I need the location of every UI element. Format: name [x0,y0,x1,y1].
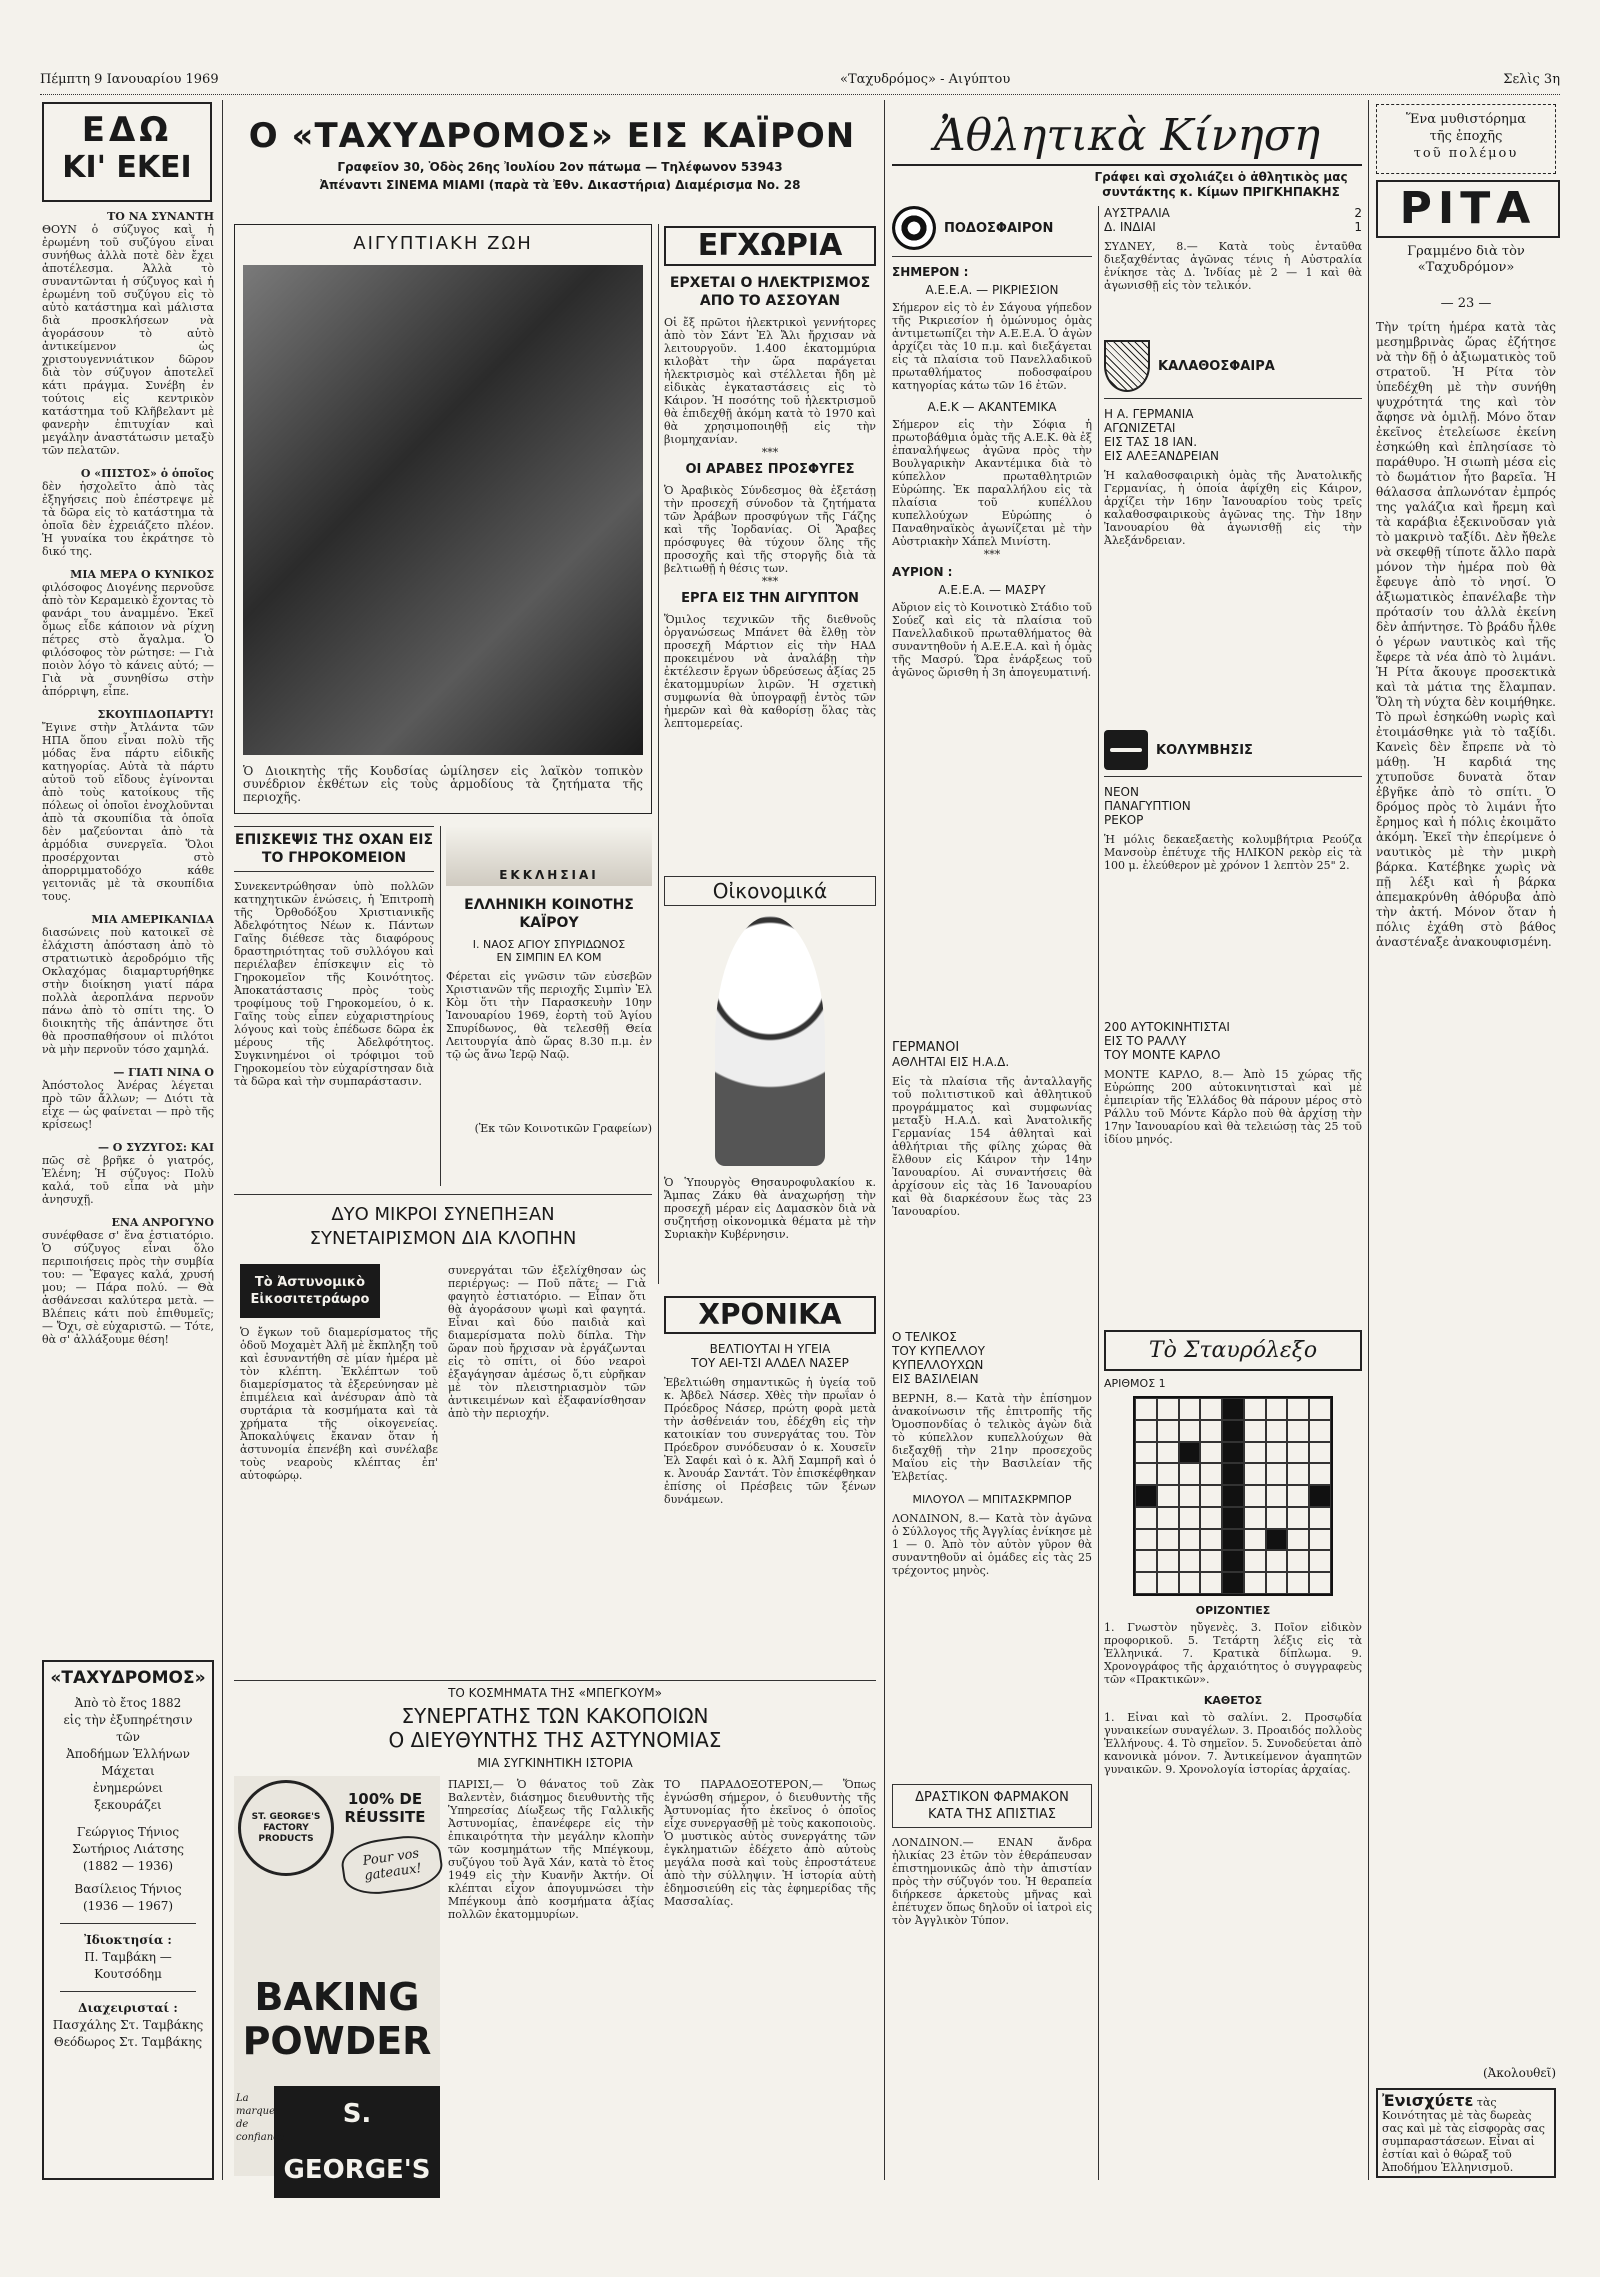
australia-line1: ΑΥΣΤΡΑΛΙΑ [1104,206,1170,220]
crossword-grid[interactable] [1133,1396,1333,1596]
crossword-cell[interactable] [1179,1485,1201,1507]
crossword-cell[interactable] [1244,1420,1266,1442]
crossword-cell[interactable] [1157,1550,1179,1572]
notice-lead: Ἐνισχύετε [1382,2091,1474,2110]
crossword-cell[interactable] [1200,1507,1222,1529]
swim-title1: ΝΕΟΝ [1104,785,1139,799]
crossword-cell[interactable] [1309,1463,1331,1485]
rita-number: — 23 — [1440,296,1492,311]
rally-title2: ΕΙΣ ΤΟ ΡΑΛΛΥ [1104,1034,1187,1048]
aigyptiaki-caption: Ὁ Διοικητὴς τῆς Κουδσίας ὡμίλησεν εἰς λαϊκὸν τοπικὸν συνέδριον ἐκθέτων εἰς τοὺς ἁρμοδίους τὰ ζητήματα τῆς περιοχῆς. [243,765,643,804]
egxoria-b3: Ὅμιλος τεχνικῶν τῆς διεθνοῦς ὀργανώσεως Μπάνετ θὰ ἔλθῃ τὸν προσεχῆ Μάρτιον εἰς τὴν ΗΑΔ προκειμένου νὰ ἀναλάβῃ τὴν ἐκτέλεσιν ἔργων ὑδρεύσεως ἀξίας 25 ἑκατομμυρίων λιρῶν. Ἡ σχετικὴ συμφωνία θὰ ὑπογραφῇ ἐντὸς τῶν ἡμερῶν καὶ θὰ καθορίσῃ ὅλας τὰς λεπτομερείας. [664,613,876,730]
football-stars: *** [983,548,1001,561]
football-body3: Αὔριον εἰς τὸ Κοινοτικὸ Στάδιο τοῦ Σούεζ καὶ εἰς τὰ πλαίσια τοῦ Πανελλαδικοῦ πρωταθλήματος θὰ συναντηθοῦν ἡ Α.Ε.Ε.Α. καὶ ἡ ὁμὰς τῆς Μασρύ. Ὥρα ἐνάρξεως τοῦ ἀγῶνος ὥρισθη ἡ 3η ἀπογευματινή. [892,601,1092,679]
church-label: ΕΚΚΛΗΣΙΑΙ [499,868,599,882]
crossword-cell[interactable] [1266,1420,1288,1442]
ad-tagline: La marque de confiance [236,2093,285,2143]
crossword-cell[interactable] [1287,1507,1309,1529]
crossword-cell[interactable] [1157,1398,1179,1420]
crossword-cell[interactable] [1222,1398,1244,1420]
left-item-heading: Ο «ΠΙΣΤΟΣ» ὁ ὁποῖος [80,467,214,480]
crossword-down: 1. Εἶναι καὶ τὸ σαλίνι. 2. Προσῳδία γυναικείων συναγέλων. 3. Προαιδός πολλοὺς Ἑλλήνους. 4. Τὸ σημεῖον. 5. Συνοδεύεται ἀπὸ κανονικὰ μόνον. 7. Ἀντικείμενον ἀγαπητῶν γυναικῶν. 9. Χρονολογία ἱστορίας ἀρχαίας. [1104,1711,1362,1776]
crossword-cell[interactable] [1157,1420,1179,1442]
crossword-cell[interactable] [1135,1572,1157,1594]
crossword-cell[interactable] [1266,1463,1288,1485]
germanoi-body: Εἰς τὰ πλαίσια τῆς ἀνταλλαγῆς τοῦ πολιτιστικοῦ καὶ ἀθλητικοῦ προγράμματος καὶ συμφωνίας μεταξὺ Η.Α.Δ. καὶ Ἀνατολικῆς Γερμανίας 154 ἀθληταὶ καὶ ἀθλήτριαι τῆς φίλης χώρας θὰ ἔλθουν εἰς Κάιρον τὴν 14ην Ἰανουαρίου. Αἱ συναντήσεις θὰ ἀρχίσουν εἰς τὰς 16 Ἰανουαρίου καὶ θὰ διαρκέσουν ἕως τὰς 23 Ἰανουαρίου. [892,1075,1092,1218]
xronika-h2: ΤΟΥ ΑΕΙ-ΤΣΙ ΑΛΔΕΛ ΝΑΣΕΡ [691,1356,849,1370]
left-item [42,210,214,457]
rita-kicker-box [1376,104,1556,174]
crossword-cell[interactable] [1179,1420,1201,1442]
crossword-cell[interactable] [1200,1463,1222,1485]
left-item [42,1141,214,1206]
masthead [40,72,1560,92]
rita-kicker2: τῆς ἐποχῆς [1429,129,1503,144]
church-sign: (Ἐκ τῶν Κοινοτικῶν Γραφείων) [474,1122,652,1135]
two-young-title1: ΔΥΟ ΜΙΚΡΟΙ ΣΥΝΕΠΗΞΑΝ [331,1204,555,1225]
egxoria-title: ΕΓΧΩΡΙΑ [664,226,876,266]
rally-title1: 200 ΑΥΤΟΚΙΝΗΤΙΣΤΑΙ [1104,1020,1230,1034]
crossword-cell[interactable] [1200,1572,1222,1594]
jewels-title1: ΣΥΝΕΡΓΑΤΗΣ ΤΩΝ ΚΑΚΟΠΟΙΩΝ [401,1704,709,1728]
crossword-cell[interactable] [1287,1398,1309,1420]
masthead-paper: «Ταχυδρόμος» - Αιγύπτου [840,72,1011,87]
crossword-cell[interactable] [1266,1442,1288,1464]
crossword-cell[interactable] [1179,1572,1201,1594]
crossword-cell[interactable] [1266,1550,1288,1572]
crossword-cell[interactable] [1179,1442,1201,1464]
masthead-page: Σελὶς 3η [1503,72,1560,87]
left-item [42,708,214,903]
drastikon-title: ΔΡΑΣΤΙΚΟΝ ΦΑΡΜΑΚΟΝ ΚΑΤΑ ΤΗΣ ΑΠΙΣΤΙΑΣ [892,1784,1092,1828]
crossword-cell[interactable] [1179,1550,1201,1572]
ad-brand: S. GEORGE'S [274,2086,440,2198]
ad-founder2: Σωτήριος Λιάτσης [72,1842,184,1856]
crossword-cell[interactable] [1135,1398,1157,1420]
edo-title: ΕΔΩ [81,110,173,150]
crossword-cell[interactable] [1244,1442,1266,1464]
st-georges-ad [234,1776,440,2185]
ad-line: ξεκουράζει [94,1798,162,1812]
left-item [42,1216,214,1346]
left-item [42,467,214,558]
jewels-sub: ΜΙΑ ΣΥΓΚΙΝΗΤΙΚΗ ΙΣΤΟΡΙΑ [477,1756,633,1770]
crossword-cell[interactable] [1200,1550,1222,1572]
left-item-body: πῶς σὲ βρῆκε ὁ γιατρός, Ἐλένη; Ἡ σύζυγος: Πολὺ καλά, τοῦ εἶπα νὰ μὴν ἀνησυχῇ. [42,1154,214,1206]
col-rule-3 [884,100,885,2180]
crossword-cell[interactable] [1287,1550,1309,1572]
crossword-cell[interactable] [1244,1507,1266,1529]
crossword-cell[interactable] [1244,1572,1266,1594]
crossword-cell[interactable] [1157,1442,1179,1464]
edo-kiekei-title-box [42,102,212,202]
ad-product2: POWDER [242,2019,432,2063]
crossword-cell[interactable] [1157,1463,1179,1485]
swim-label: ΚΟΛΥΜΒΗΣΙΣ [1156,742,1253,758]
left-item-body: δὲν ἠσχολεῖτο ἀπὸ τὰς ἐξηγήσεις ποὺ ἐπέστρεψε μὲ τὰ δῶρα εἰς τὸ κατάστημα τὰ ὁποῖα δὲν ἐχρειάζετο πλέον. Ἡ γυναίκα του ἐκράτησε τὸ δικό της. [42,480,214,558]
left-item-heading: ΤΟ ΝΑ ΣΥΝΑΝΤΗ [107,210,214,223]
crossword-cell[interactable] [1287,1420,1309,1442]
crossword-cell[interactable] [1200,1442,1222,1464]
crossword-cell[interactable] [1135,1550,1157,1572]
ad-mgr1: Πασχάλης Στ. Ταμβάκης [52,2018,204,2032]
swim-article [1104,730,1362,1010]
jewels-title2: Ο ΔΙΕΥΘΥΝΤΗΣ ΤΗΣ ΑΣΤΥΝΟΜΙΑΣ [388,1728,722,1752]
swim-title3: ΡΕΚΟΡ [1104,813,1144,827]
basket-label: ΚΑΛΑΘΟΣΦΑΙΡΑ [1158,358,1275,374]
left-item-body: φιλόσοφος Διογένης περνοῦσε ἀπὸ τὸν Κεραμεικὸ ἔχοντας τὸ φανάρι του ἀναμμένο. Ἐκεῖ ὅμως εἶδε κάποιον νὰ ρίχνη πέτρες στὸ ἄγαλμα. Ὁ φιλόσοφος τὸν ρώτησε: — Γιὰ ποιὸν λόγο τὸ κάνεις αὐτό; — Γιὰ νὰ συνηθίσω στὴν ἀπόρριψη, εἶπε. [42,581,214,698]
oikonomika-article [664,876,876,1286]
ad-title: «ΤΑΧΥΔΡΟΜΟΣ» [50,1668,206,1688]
crossword-cell[interactable] [1244,1463,1266,1485]
oikonomika-caricature [715,916,825,1166]
crossword-cell[interactable] [1135,1420,1157,1442]
crossword-cell[interactable] [1200,1529,1222,1551]
rita-byline: Γραμμένο διὰ τὸν «Ταχυδρόμον» [1407,244,1525,275]
basket-title1: Η Α. ΓΕΡΜΑΝΙΑ [1104,407,1194,421]
crossword-cell[interactable] [1309,1550,1331,1572]
rita-title: ΡΙΤΑ [1376,180,1560,238]
aigyptiaki-title: ΑΙΓΥΠΤΙΑΚΗ ΖΩΗ [353,233,533,254]
oikonomika-title: Οἰκονομικά [664,876,876,906]
col-rule-visit [440,826,441,1186]
crossword-across-label: ΟΡΙΖΟΝΤΙΕΣ [1195,1604,1271,1617]
rule-jewels [234,1680,876,1681]
kupello-london: ΛΟΝΔΙΝΟΝ, 8.— Κατὰ τὸν ἀγῶνα ὁ Σύλλογος τῆς Ἀγγλίας ἐνίκησε μὲ 1 — 0. Ἀπὸ τὸν αὐτὸν γῦρον θὰ συναντηθοῦν αἱ ὁμάδες εἰς τὰς 25 τρέχοντος μηνὸς. [892,1512,1092,1577]
crossword-cell[interactable] [1135,1507,1157,1529]
crossword-cell[interactable] [1266,1398,1288,1420]
crossword-article [1104,1330,1362,2180]
crossword-cell[interactable] [1135,1442,1157,1464]
crossword-cell[interactable] [1287,1442,1309,1464]
left-item [42,1066,214,1131]
ad-product1: BAKING [254,1975,420,2019]
crossword-cell[interactable] [1222,1442,1244,1464]
rally-article [1104,1020,1362,1320]
crossword-cell[interactable] [1179,1529,1201,1551]
crossword-cell[interactable] [1244,1529,1266,1551]
crossword-cell[interactable] [1244,1398,1266,1420]
crossword-cell[interactable] [1222,1529,1244,1551]
crossword-cell[interactable] [1309,1485,1331,1507]
crossword-cell[interactable] [1157,1529,1179,1551]
left-item-body: Ἔγινε στὴν Ἀτλάντα τῶν ΗΠΑ ὅπου εἶναι πολὺ τῆς μόδας ἕνα πάρτυ εἰδικῆς κατηγορίας. Αὐτὰ τὰ πάρτυ αὐτοῦ τοῦ εἴδους ἐγίνονται ἀπὸ τοὺς κατοίκους τῆς πόλεως οἱ ὁποῖοι ἐνοχλοῦνται ἀπὸ τὰ σκουπίδια τὰ ὁποῖα δὲν μαζεύονται ἀπὸ τὰ ἁρμόδια συνεργεῖα. Ὅλοι προσέρχονται στὸ ἀπορριμματοδόχο κάθε γειτονιᾶς μὲ τὰ σκουπίδια τους. [42,721,214,903]
crossword-cell[interactable] [1266,1507,1288,1529]
basket-title3: ΕΙΣ ΤΑΣ 18 ΙΑΝ. [1104,435,1198,449]
australia-line2: Δ. ΙΝΔΙΑΙ [1104,220,1156,234]
notice-box [1376,2088,1556,2178]
crossword-cell[interactable] [1309,1420,1331,1442]
football-article [892,206,1092,1026]
col-rule-4 [1098,206,1099,2180]
crossword-cell[interactable] [1309,1529,1331,1551]
crossword-cell[interactable] [1266,1572,1288,1594]
jewels-col1: ΠΑΡΙΣΙ,— Ὁ θάνατος τοῦ Ζὰκ Βαλεντὲν, διάσημος διευθυντὴς τῆς Ὑπηρεσίας Δίωξεως τῆς Γαλλικῆς Ἀστυνομίας, ἐπανέφερε εἰς τὴν ἐπικαιρότητα τὴν μεγάλην κλοπὴν τῶν κοσμημάτων τῆς Μπέγκουμ, συζύγου τοῦ Ἀγᾶ Χάν, κατὰ τὸ ἔτος 1949 εἰς τὴν Κυανῆν Ἀκτήν. Οἱ κλέπται εἶχον ἀπογυμνώσει τὴν Μπέγκουμ ἀπὸ κοσμήματα ἀξίας πολλῶν ἑκατομμυρίων. [448,1778,654,1921]
rally-body: ΜΟΝΤΕ ΚΑΡΛΟ, 8.— Ἀπὸ 15 χώρας τῆς Εὐρώπης 200 αὐτοκινητισταὶ καὶ μὲ ἐμπειρίαν τῆς Ἑλλάδος θὰ πάρουν μέρος στὸ Ράλλυ τοῦ Μόντε Κάρλο ποὺ θὰ ἀρχίσῃ τὴν 17ην Ἰανουαρίου καὶ θὰ τελειώσῃ τὰς 25 τοῦ ἰδίου μηνός. [1104,1068,1362,1146]
crossword-number: ΑΡΙΘΜΟΣ 1 [1104,1377,1166,1390]
football-match1: Α.Ε.Ε.Α. — ΡΙΚΡΙΕΣΙΟΝ [925,283,1059,297]
crossword-cell[interactable] [1200,1485,1222,1507]
center-subline1: Γραφεῖον 30, Ὁδὸς 26ης Ἰουλίου 2ον πάτωμα — Τηλέφωνον 53943 [337,160,783,174]
center-subline2: Ἀπέναντι ΣΙΝΕΜΑ ΜΙΑΜΙ (παρὰ τὰ Ἐθν. Δικαστήρια) Διαμέρισμα No. 28 [319,178,801,192]
church-title: ΕΛΛΗΝΙΚΗ ΚΟΙΝΟΤΗΣ ΚΑΪΡΟΥ [464,897,634,931]
crossword-cell[interactable] [1266,1485,1288,1507]
rita-kicker1: Ἕνα μυθιστόρημα [1405,112,1527,127]
rita-kicker3: τοῦ πολέμου [1413,146,1519,161]
rule-two-young [234,1194,652,1195]
basket-body: Ἡ καλαθοσφαιρικὴ ὁμὰς τῆς Ἀνατολικῆς Γερμανίας, ἡ ὁποία ἀφίχθη εἰς Κάιρον, ἀρχίζει τὴν 16ην Ἰανουαρίου τοὺς τρεῖς καλαθοσφαιρικοὺς ἀγῶνας της. Τὴν 18ην Ἰανουαρίου θὰ ἀγωνισθῇ εἰς τὴν Ἀλεξάνδρειαν. [1104,469,1362,547]
kupello-title2: ΤΟΥ ΚΥΠΕΛΛΟΥ [892,1344,985,1358]
masthead-date: Πέμπτη 9 Ιανουαρίου 1969 [40,72,219,87]
drastikon-body: ΛΟΝΔΙΝΟΝ.— ΕΝΑΝ ἄνδρα ἡλικίας 23 ἐτῶν τὸν ἐθεράπευσαν ἐπιστημονικῶς ἀπὸ τὴν ἀπιστίαν πρὸς τὴν σύζυγόν του. Ἡ θεραπεία διήρκεσε ἀρκετοὺς μῆνας καὶ ἐπέτυχεν ὅπως δηλοῦν οἱ ἰατροὶ εἰς τὸν Ἀγγλικὸν Τύπον. [892,1836,1092,1927]
kupello-title1: Ο ΤΕΛΙΚΟΣ [892,1330,957,1344]
left-item-body: συνέφθασε σ' ἕνα ἑστιατόριο. Ὁ σύζυγος εἶναι ὅλο περιποιήσεις πρὸς τὴν συμβία του: — Ἔφαγες καλά, χρυσή μου; — Πάρα πολύ. — Θὰ ἀσθάνεσαι καλύτερα μετὰ. — Βλέπεις κάτι ποὺ ἐπιθυμεῖς; — Ὄχι, σὲ εὐχαριστῶ. — Τότε, θὰ σ' ἀλλάξουμε θέση! [42,1229,214,1346]
xronika-title: ΧΡΟΝΙΚΑ [664,1296,876,1334]
left-column-items [42,210,214,1650]
oikonomika-caption: Ὁ Ὑπουργὸς Θησαυροφυλακίου κ. Ἄμπας Ζάκυ θὰ ἀναχωρήσῃ τὴν προσεχῆ μέραν εἰς Δαμασκὸν διὰ νὰ συζητήσῃ οἰκονομικὰ θέματα μὲ τὴν Συριακὴν Κυβέρνησιν. [664,1176,876,1241]
crossword-cell[interactable] [1222,1550,1244,1572]
church-illustration [446,826,652,886]
swim-body: Ἡ μόλις δεκαεξαετὴς κολυμβήτρια Ρεούζα Μανσοὺρ ἐπέτυχε τῆς ΗΛΙΚΟΝ ρεκὸρ εἰς τὰ 100 μ. ἐλεύθερον μὲ χρόνον 1 λεπτὸν 25" 2. [1104,833,1362,872]
australia-article [1104,206,1362,326]
australia-score2: 1 [1354,220,1362,234]
football-body2: Σήμερον εἰς τὴν Σόφια ἡ πρωτοβάθμια ὁμὰς τῆς Α.Ε.Κ. θὰ ἐξ ἐπαναλήψεως ἀγῶνα πρὸς τὴν Βουλγαρικὴν Ακαντέμικα διὰ τὸ κύπελλον πρωταθλητριῶν Εὐρώπης. Ἐκ παραλλήλου εἰς τὰ πλαίσια τοῦ κυπέλλου κυπελλούχων Εὐρώπης ὁ Παναθηναϊκὸς ἀγωνίζεται μὲ τὴν Αὐστριακὴν Χάπελ Μινίστη. [892,418,1092,548]
taxydromos-ad [42,1660,214,2180]
crossword-cell[interactable] [1309,1572,1331,1594]
ad-stamp [238,1780,334,1876]
rally-title3: ΤΟΥ ΜΟΝΤΕ ΚΑΡΛΟ [1104,1048,1221,1062]
egxoria-h3: ΕΡΓΑ ΕΙΣ ΤΗΝ ΑΙΓΥΠΤΟΝ [681,591,859,606]
two-young-label-box [240,1264,380,1318]
sports-subtitle: Γράφει καὶ σχολιάζει ὁ ἀθλητικὸς μας συντάκτης κ. Κίμων ΠΡΙΓΚΗΠΑΚΗΣ [1094,170,1348,199]
ad-line: ἐνημερώνει [93,1781,163,1795]
church-sub: Ι. ΝΑΟΣ ΑΓΙΟΥ ΣΠΥΡΙΔΩΝΟΣ [472,938,626,951]
jewels-kicker: ΤΟ ΚΟΣΜΗΜΑΤΑ ΤΗΣ «ΜΠΕΓΚΟΥΜ» [448,1686,662,1700]
crossword-cell[interactable] [1287,1463,1309,1485]
crossword-cell[interactable] [1309,1507,1331,1529]
left-item-heading: ΣΚΟΥΠΙΔΟΠΑΡΤΥ! [97,708,214,721]
ad-line: Ἀπὸ τὸ ἔτος 1882 [74,1696,182,1710]
visit-body: Συνεκεντρώθησαν ὑπὸ πολλῶν κατηχητικῶν ἑνώσεις, ἡ Ἐπιτροπὴ τῆς Ὀρθοδόξου Χριστιανικῆς Ἀδελφότητος Νέων κ. Πάντων Γαῖης διέθεσε τὰς διαφόρους δραστηριότητας τοῦ συλλόγου καὶ περιέλαβεν ἐπίσκεψιν εἰς τὸ Γηροκομεῖον τῆς Κοινότητος. Ἀποκατάστασις πρὸς τοὺς τροφίμους τοῦ Γηροκομείου, ὁ κ. Γαῖης τοὺς εἶπεν εὐχαριστηρίους λόγους καὶ τοὺς ἐπέδωσε δῶρα ἐκ μέρους τῆς Ἀδελφότητος. Συγκινημένοι οἱ τρόφιμοι τοῦ Γηροκομείου τὸν εὐχαρίστησαν διὰ τὰ δῶρα καὶ τὴν συμπαράστασιν. [234,880,434,1088]
crossword-cell[interactable] [1222,1420,1244,1442]
rita-continued: (Ἀκολουθεῖ) [1482,2066,1556,2080]
crossword-cell[interactable] [1266,1529,1288,1551]
crossword-cell[interactable] [1222,1507,1244,1529]
crossword-cell[interactable] [1222,1572,1244,1594]
germanoi-article [892,1040,1092,1320]
egxoria-column [664,226,876,866]
crossword-cell[interactable] [1222,1485,1244,1507]
ad-script: Pour vos gateaux! [339,1831,446,1898]
ad-owner-label: Ἰδιοκτησία : [84,1933,172,1947]
crossword-across: 1. Γνωστὸν ηὔγενὲς. 3. Ποῖον εἰδικὸν προφορικοῦ. 5. Τετάρτη λέξις εἰς τὰ Ἑλληνικά. 7. Κρατικὰ δίπλωμα. 9. Χρονογράφος τῆς ἀρχαιότητος ὁ συγγραφεὺς τῶν «Πρακτικῶν». [1104,1621,1362,1686]
egxoria-b2: Ὁ Ἀραβικὸς Σύνδεσμος θὰ ἐξετάσῃ τὴν προσεχῆ σύνοδον τὰ ζητήματα τῶν Ἀράβων προσφύγων τῆς Γάζης καὶ τῆς Ἰορδανίας. Οἱ Ἄραβες πρόσφυγες θὰ τύχουν ὅλης τῆς προσοχῆς καὶ τῆς στοργῆς διὰ τὰ βελτιωθῇ ἡ θέσις των. [664,484,876,575]
crossword-cell[interactable] [1135,1485,1157,1507]
col-rule-2 [658,224,659,1284]
football-icon [892,206,936,250]
egxoria-h2: ΟΙ ΑΡΑΒΕΣ ΠΡΟΣΦΥΓΕΣ [685,462,855,477]
col-rule-1 [222,100,223,2180]
football-label: ΠΟΔΟΣΦΑΙΡΟΝ [944,220,1054,236]
basket-title2: ΑΓΩΝΙΖΕΤΑΙ [1104,421,1176,435]
aigyptiaki-photo [243,265,643,755]
ad-line: Μάχεται [101,1764,155,1778]
australia-body: ΣΥΔΝΕΥ, 8.— Κατὰ τοὺς ἐνταῦθα διεξαχθέντας ἀγῶνας τένις ἡ Αὐστραλία ἐνίκησε τὰς Δ. Ἰνδίας μὲ 2 — 1 καὶ θὰ ἀγωνισθῇ εἰς τὸν τελικόν. [1104,240,1362,292]
rita-body: Τὴν τρίτη ἡμέρα κατὰ τὰς μεσημβρινὰς ὥρας ἐζήτησε νὰ τὴν δῇ ὁ ἀξιωματικὸς τοῦ στρατοῦ. Ἡ Ρίτα τὸν ὑπεδέχθη μὲ τὴν συνήθη ψυχρότητά της καὶ τὸν ἄφησε νὰ ὁμιλῇ. Μόνο ὅταν ἐκεῖνος ἐτελείωσε ἐκείνη ἐσηκώθη καὶ ἐπλησίασε τὸ παράθυρο. Ἡ σιωπὴ μέσα εἰς τὸ δωμάτιον ἦτο βαρεῖα. Ἡ θάλασσα ἀπλωνόταν ἐμπρός της γαλάζια καὶ ἤρεμη καὶ τὰ καράβια ἐξεκινοῦσαν γιὰ τὸ μακρινὸ ταξίδι. Δὲν ἤθελε νὰ σκεφθῇ τίποτε ἄλλο παρὰ μόνον τὴν ἡμέρα ποὺ θὰ ἔφευγε ἀπὸ τὸ νησί. Ὁ ἀξιωματικὸς ἐπανέλαβε τὴν πρότασίν του ἀλλὰ ἐκείνη δὲν ἀπήντησε. Τὸ βράδυ ἦλθε ὁ γέρων ναυτικὸς καὶ τῆς ἔφερε τὰ νέα ἀπὸ τὸ λιμάνι. Ἡ Ρίτα ἄκουγε προσεκτικὰ καὶ τὰ μάτια της ἔλαμπαν. Ὅλη τὴ νύχτα δὲν κοιμήθηκε. Τὸ πρωὶ ἐσηκώθη νωρὶς καὶ ἐτοιμάσθηκε γιὰ τὸ ταξίδι. Κανεὶς δὲν ἔπρεπε νὰ τὸ μάθῃ. Ἡ καρδιά της χτυποῦσε δυνατὰ ὅταν ἐβγῆκε ἀπὸ τὸ σπίτι. Ὁ δρόμος πρὸς τὸ λιμάνι ἦτο ἔρημος καὶ ἡ πόλις ἐκοιμᾶτο ἀκόμη. Ἐκεῖ τὴν ἐπερίμενε ὁ ναυτικὸς μὲ τὴν μικρὴ βάρκα. Κατέβηκε χωρὶς νὰ πῇ λέξι καὶ ἡ βάρκα ἀπεμακρύνθη ἀθόρυβα ἀπὸ τὴν ἀκτή. Μόνον ὅταν ἡ πόλις ἐχάθη στὸ βάθος ἀναστέναξε ἀνακουφισμένη. [1376,320,1556,949]
ad-mgmt-label: Διαχειρισταί : [78,2001,178,2015]
two-young-title2: ΣΥΝΕΤΑΙΡΙΣΜΟΝ ΔΙΑ ΚΛΟΠΗΝ [309,1228,577,1249]
crossword-cell[interactable] [1200,1420,1222,1442]
crossword-cell[interactable] [1157,1507,1179,1529]
crossword-cell[interactable] [1179,1398,1201,1420]
xronika-body: Ἐβελτιώθη σημαντικῶς ἡ ὑγεία τοῦ κ. Ἀβδελ Νάσερ. Χθὲς τὴν πρωΐαν ὁ Πρόεδρος Νάσερ, πρώτη φορὰ μετὰ τὴν ἀσθένειάν του, ἐδέχθη εἰς τὴν κατοικίαν του συνεργάτας του. Τὸν Πρόεδρον συνόδευσαν ὁ κ. Χουσεῖν Ἐλ Σαφέι καὶ ὁ κ. Ἀλῆ Σαμπρῆ καὶ ὁ κ. Ἀνουάρ Σαντάτ. Τὸν ἐπισκέφθηκαν ἐπίσης οἱ Πρέσβεις τῶν ξένων δυνάμεων. [664,1376,876,1506]
swimming-icon [1104,730,1148,770]
crossword-cell[interactable] [1287,1572,1309,1594]
center-headline: Ο «ΤΑΧΥΔΡΟΜΟΣ» ΕΙΣ ΚΑΪΡΟΝ [248,116,856,156]
church-body: Φέρεται εἰς γνῶσιν τῶν εὐσεβῶν Χριστιανῶν τῆς περιοχῆς Σιμπὶν Ἐλ Κὸμ ὅτι τὴν Παρασκευὴν 10ην Ἰανουαρίου 1969, ἑορτὴ τοῦ Ἁγίου Σπυρίδωνος, θὰ τελεσθῇ Θεία Λειτουργία ἀπὸ ὥρας 8.30 π.μ. ἐν τῷ ὡς ἄνω Ἱερῷ Ναῷ. [446,970,652,1061]
crossword-cell[interactable] [1179,1507,1201,1529]
left-item [42,913,214,1056]
drastikon-article [892,1784,1092,2180]
kupello-body: ΒΕΡΝΗ, 8.— Κατὰ τὴν ἐπίσημον ἀνακοίνωσιν τῆς ἐπιτροπῆς τῆς Ὀμοσπονδίας ὁ τελικὸς ἀγὼν διὰ τὸ κύπελλον κυπελλούχων θὰ διεξαχθῇ τὴν 21ην προσεχοῦς Μαΐου εἰς τὴν Βασιλείαν τῆς Ἑλβετίας. [892,1392,1092,1483]
crossword-cell[interactable] [1135,1529,1157,1551]
two-young-label: Τὸ Ἀστυνομικὸ Εἰκοσιτετράωρο [250,1275,370,1307]
basket-article [1104,340,1362,720]
crossword-cell[interactable] [1135,1463,1157,1485]
left-item-body: Ἀπόστολος Ἀνέρας λέγεται πρὸ τῶν ἄλλων; — Διότι τὰ εἶχε — ὡς φαίνεται — πρὸ τῆς κρίσεως! [42,1079,214,1131]
kupello-milan: ΜΙΛΟΥΟΛ — ΜΠΙΤΑΣΚΡΜΠΟΡ [912,1493,1072,1506]
ad-line: εἰς τὴν ἐξυπηρέτησιν τῶν [63,1713,193,1744]
ad-founder3: Βασίλειος Τήνιος [74,1882,182,1896]
xronika-h1: ΒΕΛΤΙΟΥΤΑΙ Η ΥΓΕΙΑ [709,1342,831,1356]
left-item [42,568,214,698]
masthead-rule [40,94,1560,96]
col-rule-5 [1368,100,1369,2180]
football-tomorrow: ΑΥΡΙΟΝ : [892,565,953,579]
crossword-cell[interactable] [1309,1398,1331,1420]
germanoi-title: ΓΕΡΜΑΝΟΙ [892,1040,960,1055]
football-body1: Σήμερον εἰς τὸ ἐν Σάγουα γήπεδον τῆς Ρικριεσίον ἡ ὁμώνυμος ὁμὰς ἀντιμετωπίζει τὴν Α.Ε.Ε.Α. Ὁ ἀγὼν ἀρχίζει τὰς 10 π.μ. καὶ διεξάγεται εἰς τὰ πλαίσια τοῦ Πανελλαδικοῦ πρωταθλήματος ποδοσφαίρου κατηγορίας κάτω τῶν 16 ἐτῶν. [892,301,1092,392]
left-item-heading: ΜΙΑ ΜΕΡΑ Ο ΚΥΝΙΚΟΣ [70,568,214,581]
left-item-heading: ΕΝΑ ΑΝΡΟΓΥΝΟ [111,1216,214,1229]
church-sub2: ΕΝ ΣΙΜΠΙΝ ΕΛ ΚΟΜ [496,951,602,964]
crossword-cell[interactable] [1309,1442,1331,1464]
kiekei-title: ΚΙ' ΕΚΕΙ [62,150,192,185]
left-item-body: διασώνεις ποὺ κατοικεῖ σὲ ἐλάχιστη ἀπόσταση ἀπὸ τὸ στρατιωτικὸ ἀεροδρόμιο τῆς Οκλαχόμας διαμαρτυρήθηκε στὴν διοίκηση γιατί πάρα πολλὰ ἀεροπλάνα περνοῦν πάνω ἀπὸ τὸ σπίτι της. Ὁ διοικητὴς τῆς ἀπάντησε ὅτι θὰ προσπαθήσουν οἱ πιλότοι νὰ μὴν περνοῦν τόσο χαμηλά. [42,926,214,1056]
australia-score1: 2 [1354,206,1362,220]
football-match2: Α.Ε.Κ — ΑΚΑΝΤΕΜΙΚΑ [927,400,1057,414]
crossword-cell[interactable] [1157,1485,1179,1507]
ad-owner: Π. Ταμβάκη — Κουτσόδημ [84,1950,172,1981]
egxoria-stars1: *** [761,446,779,459]
left-item-heading: — ΓΙΑΤΙ ΝΙΝΑ Ο [113,1066,214,1079]
basket-title4: ΕΙΣ ΑΛΕΞΑΝΔΡΕΙΑΝ [1104,449,1220,463]
two-young-col2: συνεργάται τῶν ἐξελίχθησαν ὡς περιέργως: — Ποῦ πᾶτε; — Γιὰ φαγητὸ ἐστιατόριο. — Εἶπαν ὅτι θὰ ἀγοράσουν ψωμὶ καὶ φαγητά. Εἶναι καὶ δύο παιδιὰ καὶ διαμερίσματα πολὺ δίπλα. Τὴν ὥραν ποὺ ἤρχισαν νὰ ἐργάζωνται εἰς τὸ σπίτι, οἱ δύο νεαροὶ ἐξαγάγησαν ἀμέσως ὅ,τι εὑρῆκαν μὲ τὸν πλειστηριασμὸν τῶν ἀντικειμένων καὶ ἐξαφανίσθησαν ἀπὸ τὴν περιοχήν. [448,1264,646,1420]
two-young-col1: Ὁ ἔγκων τοῦ διαμερίσματος τῆς ὁδοῦ Μοχαμὲτ Ἀλῆ μὲ ἔκπληξη τοῦ καὶ ἐσυναντήθη σὲ μίαν ἡμέρα μὲ τὸν κλέπτη. Ἐκλέπτων τοῦ διαμερίσματος τὰ ἐξερεύνησαν μὲ ἐπιμέλεια καὶ ἀνέσυραν ἀπὸ τὰ συρτάρια τὰ κοσμήματα καὶ τὰ χρήματα τῆς οἰκογενείας. Ἀποκαλύψεις ἔκαναν ὅταν ἡ ἀστυνομία ἐπενέβη καὶ συνέλαβε τοὺς νεαροὺς κλέπτας ἐπ' αὐτοφώρῳ. [240,1326,438,1482]
church-article [446,826,652,1186]
ad-years2: (1936 — 1967) [82,1899,174,1913]
crossword-cell[interactable] [1244,1485,1266,1507]
ad-brand-round: ST. GEORGE'S FACTORY PRODUCTS [251,1811,321,1844]
aigyptiaki-box [234,224,652,814]
crossword-title: Τὸ Σταυρόλεξο [1104,1330,1362,1371]
ad-years1: (1882 — 1936) [82,1859,174,1873]
crossword-cell[interactable] [1287,1485,1309,1507]
jewels-col2: ΤΟ ΠΑΡΑΔΟΞΟΤΕΡΟΝ,— Ὅπως ἐγνώσθη σήμερον, ὁ διευθυντὴς τῆς Ἀστυνομίας ἦτο ἐκεῖνος ὁ ὁποῖος εἶχε συνεργασθῇ μὲ τοὺς κακοποιοὺς. Ὁ μυστικὸς αὐτὸς συνεργάτης τῶν ἐγκληματιῶν ἐδέχετο ἀπὸ αὐτοὺς μεγάλα ποσὰ καὶ τοὺς ἐπροστάτευε ἀπὸ τὴν σύλληψιν. Ἡ ἱστορία αὐτὴ ἐδημοσιεύθη εἰς τὰς ἐφημερίδας τῆς Μασσαλίας. [664,1778,876,1908]
germanoi-sub: ΑΘΛΗΤΑΙ ΕΙΣ Η.Α.Δ. [892,1055,1010,1069]
basketball-icon [1104,340,1150,392]
crossword-cell[interactable] [1179,1463,1201,1485]
kupello-title4: ΕΙΣ ΒΑΣΙΛΕΙΑΝ [892,1372,979,1386]
notice-body: τὰς Κοινότητας μὲ τὰς δωρεὰς σας καὶ μὲ τὰς εἰσφορὰς σας συμπαραστάσεων. Εἶναι αἱ ἐστίαι καὶ ὁ θώραξ τοῦ Ἀποδήμου Ἑλληνισμοῦ. [1382,2096,1545,2174]
football-match3: Α.Ε.Ε.Α. — ΜΑΣΡΥ [938,583,1046,597]
egxoria-b1: Οἱ ἔξ πρῶτοι ἠλεκτρικοὶ γεννήτορες ἀπὸ τὸν Σάντ Ἐλ Ἄλι ἤρχισαν νὰ λειτουργοῦν. 1.400 ἑκατομμύρια κιλοβὰτ τὴν ὥρα παράγεται ἠλεκτρισμὸς καὶ στέλλεται ἤδη μὲ εἰδικὰς ἐγκαταστάσεις εἰς τὸ Κάιρον. Ἡ ποσότης τοῦ ἠλεκτρισμοῦ θὰ ἐπιδεχθῇ ἀκόμη κατὰ τὸ 1970 καὶ θὰ χρησιμοποιηθῇ εἰς τὴν βιομηχανίαν. [664,316,876,446]
crossword-down-label: ΚΑΘΕΤΟΣ [1203,1694,1263,1707]
ad-mgr2: Θεόδωρος Στ. Ταμβάκης [53,2035,203,2049]
visit-title: ΕΠΙΣΚΕΨΙΣ ΤΗΣ ΟΧΑΝ ΕΙΣ ΤΟ ΓΗΡΟΚΟΜΕΙΟΝ [234,826,434,872]
ad-line: Ἀποδήμων Ἑλλήνων [66,1747,190,1761]
crossword-cell[interactable] [1287,1529,1309,1551]
crossword-cell[interactable] [1200,1398,1222,1420]
crossword-cell[interactable] [1222,1463,1244,1485]
visit-article [234,826,434,1186]
kupello-article [892,1330,1092,1770]
egxoria-stars2: *** [761,575,779,588]
ad-founder: Γεώργιος Τήνιος [76,1825,180,1839]
crossword-cell[interactable] [1244,1550,1266,1572]
ad-headline: 100% DE RÉUSSITE [344,1790,426,1826]
left-item-heading: — Ο ΣΥΖΥΓΟΣ: ΚΑΙ [97,1141,214,1154]
egxoria-h1: ΕΡΧΕΤΑΙ Ο ΗΛΕΚΤΡΙΣΜΟΣ ΑΠΟ ΤΟ ΑΣΣΟΥΑΝ [669,275,871,309]
football-today: ΣΗΜΕΡΟΝ : [892,265,969,279]
sports-title: Ἀθλητικὰ Κίνηση [892,108,1362,166]
left-item-body: ΘΟΥΝ ὁ σύζυγος καὶ ἡ ἐρωμένη τοῦ συζύγου εἶναι συνήθως ἀλλὰ ποτὲ δὲν ἔχει ἀποτέλεσμα. Ἀλλὰ τὸ συναντῶνται ἡ σύζυγος καὶ ἡ ἐρωμένη τοῦ συζύγου εἰς τὸ αὐτὸ κατάστημα καὶ μάλιστα διὰ προσκλήσεων νὰ ἀγοράσουν τὸ αὐτὸ ἀντικείμενον ὡς χριστουγεννιάτικον δῶρον διὰ τὸν σύζυγον ἀποτελεῖ κάτι πράγμα. Συνέβη ἐν τούτοις εἰς κεντρικὸν κατάστημα τοῦ Κλῆβελαντ μὲ φανερὴν ἐπιτυχίαν καὶ μεγάλην ἀναστάτωσιν μεταξὺ τῶν πελατῶν. [42,223,214,457]
kupello-title3: ΚΥΠΕΛΛΟΥΧΩΝ [892,1358,984,1372]
xronika-article [664,1296,876,1676]
swim-title2: ΠΑΝΑΓΥΠΤΙΟΝ [1104,799,1191,813]
crossword-cell[interactable] [1157,1572,1179,1594]
left-item-heading: ΜΙΑ ΑΜΕΡΙΚΑΝΙΔΑ [91,913,214,926]
